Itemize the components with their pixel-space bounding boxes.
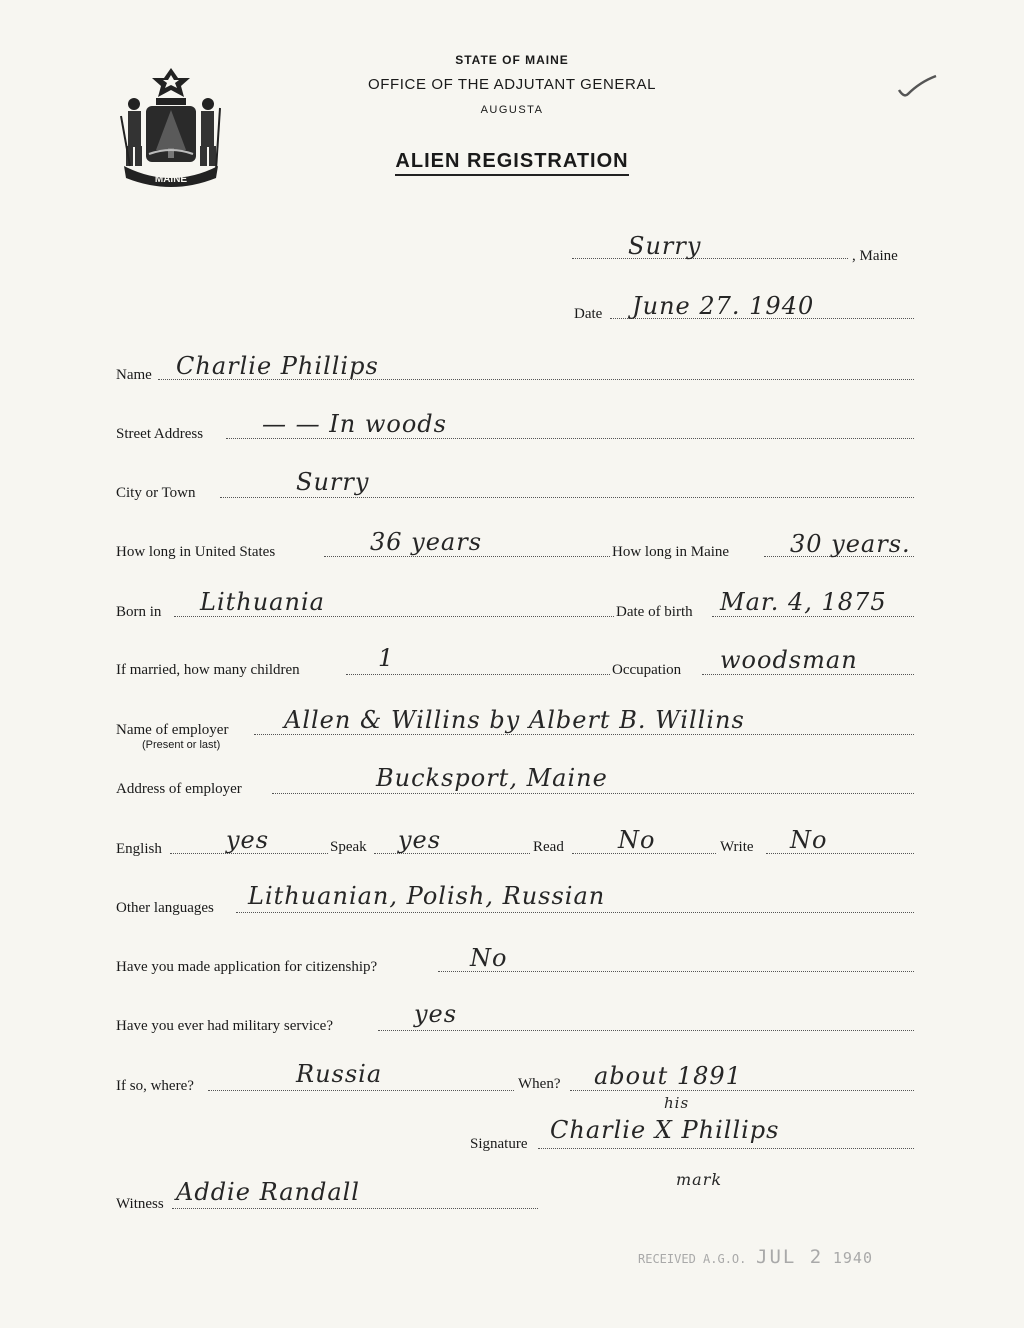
citizenship-label: Have you made application for citizenship? [116,959,378,975]
occupation-value: woodsman [720,646,858,674]
form-title [0,150,1024,173]
military-label: Have you ever had military service? [116,1018,333,1034]
date-value: June 27. 1940 [632,292,815,320]
how-long-us-value: 36 years [370,528,483,556]
city-heading: AUGUSTA [480,104,544,116]
write-label: Write [720,839,754,855]
other-languages-value: Lithuanian, Polish, Russian [248,882,606,910]
born-in-value: Lithuania [200,588,325,616]
children-value: 1 [378,644,395,672]
stamp-date: JUL 2 [756,1246,824,1268]
citizenship-line [438,971,914,972]
read-value: No [618,826,656,854]
when-label: When? [518,1076,561,1092]
military-value: yes [414,1000,458,1028]
employer-address-label: Address of employer [116,781,242,797]
witness-label: Witness [116,1196,164,1212]
place-line [572,258,848,259]
where-line [208,1090,514,1091]
state-heading: STATE OF MAINE [455,53,569,67]
where-label: If so, where? [116,1078,194,1094]
street-label: Street Address [116,426,204,442]
signature-value: Charlie X Phillips [550,1116,780,1144]
speak-value: yes [398,826,442,854]
other-languages-line [236,912,914,913]
name-label: Name [116,367,152,383]
check-mark-icon [896,72,940,100]
military-line [378,1030,914,1031]
stamp-received: RECEIVED A.G.O. [638,1252,747,1266]
english-value: yes [226,826,270,854]
date-label: Date [574,306,603,322]
children-label: If married, how many children [116,662,300,678]
how-long-us-line [324,556,610,557]
occupation-label: Occupation [612,662,682,678]
employer-line [254,734,914,735]
how-long-maine-label: How long in Maine [612,544,730,560]
dob-value: Mar. 4, 1875 [720,588,887,616]
read-label: Read [533,839,564,855]
place-suffix: , Maine [852,248,898,264]
office-heading: OFFICE OF THE ADJUTANT GENERAL [367,76,657,93]
dob-line [712,616,914,617]
received-stamp [638,1246,873,1268]
city-label: City or Town [116,485,196,501]
where-value: Russia [296,1060,383,1088]
employer-sublabel: (Present or last) [142,739,221,751]
dob-label: Date of birth [616,604,693,620]
employer-value: Allen & Willins by Albert B. Willins [284,706,745,734]
born-in-label: Born in [116,604,162,620]
occupation-line [702,674,914,675]
stamp-year: 1940 [832,1249,873,1267]
street-value: — — In woods [262,410,447,438]
witness-value: Addie Randall [176,1178,360,1206]
employer-label: Name of employer [116,722,229,738]
employer-address-line [272,793,914,794]
form-title-text: ALIEN REGISTRATION [395,150,628,176]
city-value: Surry [296,468,370,496]
witness-line [172,1208,538,1209]
signature-mark: mark [676,1170,723,1189]
born-in-line [174,616,614,617]
write-value: No [790,826,828,854]
when-value: about 1891 [594,1062,742,1090]
citizenship-value: No [470,944,508,972]
how-long-us-label: How long in United States [116,544,276,560]
employer-address-value: Bucksport, Maine [376,764,608,792]
english-label: English [116,841,162,857]
speak-label: Speak [330,839,367,855]
signature-label: Signature [470,1136,528,1152]
city-line [220,497,914,498]
name-value: Charlie Phillips [176,352,379,380]
place-value: Surry [628,232,702,260]
signature-line [538,1148,914,1149]
other-languages-label: Other languages [116,900,214,916]
when-line [570,1090,914,1091]
seal-text: MAINE [154,174,188,185]
street-line [226,438,914,439]
children-line [346,674,610,675]
how-long-maine-value: 30 years. [790,530,911,558]
signature-his: his [664,1094,690,1112]
write-line [766,853,914,854]
